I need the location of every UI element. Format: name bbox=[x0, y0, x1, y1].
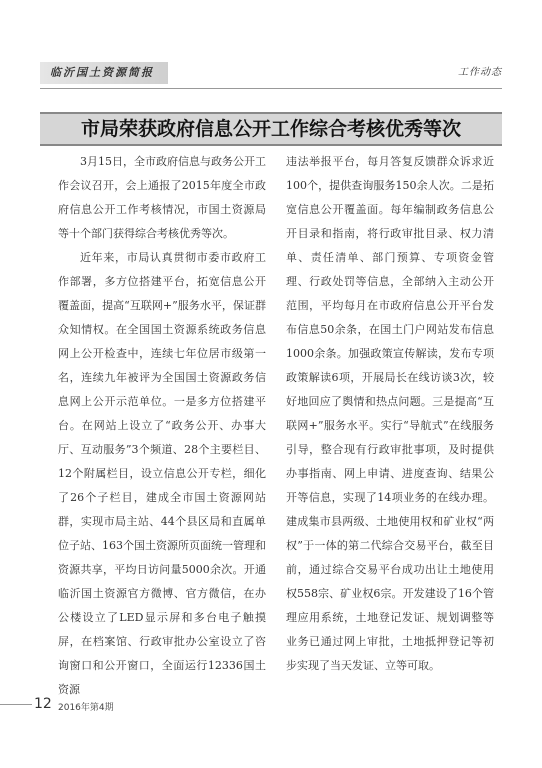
journal-name: 临沂国土资源简报 bbox=[40, 62, 168, 84]
article-column-right bbox=[286, 150, 494, 678]
footer-divider bbox=[0, 704, 32, 705]
page-number: 12 bbox=[34, 696, 52, 712]
article-paragraph: 3月15日，全市政府信息与政务公开工作会议召开，会上通报了2015年度全市政府信息公开工作考核情况，市国土资源局等十个部门获得综合考核优秀等次。 bbox=[58, 155, 266, 240]
section-name: 工作动态 bbox=[458, 67, 502, 78]
article-paragraph: 违法举报平台，每月答复反馈群众诉求近100个，提供查询服务150余人次。二是拓宽信息公开覆盖面。每年编制政务信息公开目录和指南，将行政审批目录、权力清单、责任清单、部门预算、专项资金管理、行政处罚等信息，全部纳入主动公开范围，平均每月在市政府信息公开平台发布信息50余条，在国土门户网站发布信息1000余条。加强政策宣传解读，发布专项政策解读6项，开展局长在线访谈3次，较好地回应了舆情和热点问题。三是提高“互联网+”服务水平。实行“导航式”在线服务引导，整合现有行政审批事项，及时提供办事指南、网上申请、进度查询、结果公开等信息，实现了14项业务的在线办理。建成集市县两级、土地使用权和矿业权“两权”于一体的第二代综合交易平台，截至目前，通过综合交易平台成功出让土地使用权558宗、矿业权6宗。开发建设了16个管理应用系统，土地登记发证、规划调整等业务已通过网上审批，土地抵押登记等初步实现了当天发证、立等可取。 bbox=[286, 155, 494, 672]
article-column-left bbox=[58, 150, 266, 702]
issue-label: 2016年第4期 bbox=[58, 703, 114, 713]
header-divider bbox=[40, 88, 502, 89]
article-paragraph: 近年来，市局认真贯彻市委市政府工作部署，多方位搭建平台，拓宽信息公开覆盖面，提高“互联网+”服务水平，保证群众知情权。在全国国土资源系统政务信息网上公开检查中，连续七年位居市级第一名，连续九年被评为全国国土资源政务信息网上公开示范单位。一是多方位搭建平台。在网站上设立了“政务公开、办事大厅、互动服务”3个频道、28个主要栏目、12个附属栏目，设立信息公开专栏，细化了26个子栏目，建成全市国土资源网站群，实现市局主站、44个县区局和直属单位子站、163个国土资源所页面统一管理和资源共享，平均日访问量5000余次。开通临沂国土资源官方微博、官方微信，在办公楼设立了LED显示屏和多台电子触摸屏，在档案馆、行政审批办公室设立了咨询窗口和公开窗口，全面运行12336国土资源 bbox=[58, 251, 266, 696]
article-title: 市局荣获政府信息公开工作综合考核优秀等次 bbox=[40, 112, 502, 146]
page-header bbox=[40, 62, 502, 84]
